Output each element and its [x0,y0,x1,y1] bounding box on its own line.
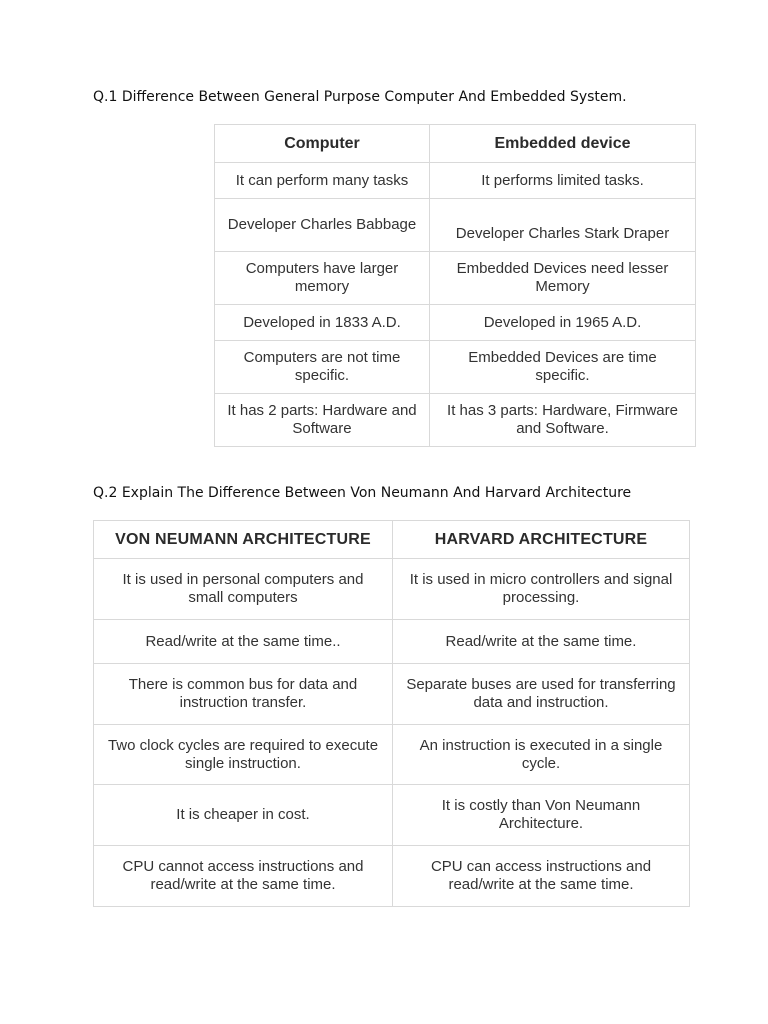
column-header-harvard: HARVARD ARCHITECTURE [393,521,690,559]
question-2-heading: Q.2 Explain The Difference Between Von Neumann And Harvard Architecture [93,485,632,501]
table-cell: It performs limited tasks. [430,163,696,199]
table-row [215,252,696,305]
column-header-computer: Computer [215,125,430,163]
column-header-embedded-device: Embedded device [430,125,696,163]
table-row [215,394,696,447]
table-cell: CPU can access instructions and read/write at the same time. [393,846,690,907]
von-neumann-vs-harvard-table [93,520,690,907]
table-cell: Read/write at the same time.. [94,620,393,664]
table-cell: There is common bus for data and instruction transfer. [94,664,393,725]
column-header-von-neumann: VON NEUMANN ARCHITECTURE [94,521,393,559]
table-header-row [94,521,690,559]
table-cell: Embedded Devices need lesser Memory [430,252,696,305]
table-cell: It is used in micro controllers and signal processing. [393,559,690,620]
table-cell: It is costly than Von Neumann Architecture. [393,785,690,846]
table-cell: Two clock cycles are required to execute single instruction. [94,725,393,785]
table-row [94,785,690,846]
table-cell: Developed in 1965 A.D. [430,305,696,341]
table-cell: CPU cannot access instructions and read/write at the same time. [94,846,393,907]
table-row [94,846,690,907]
table-cell: An instruction is executed in a single cycle. [393,725,690,785]
table-cell: Developer Charles Stark Draper [430,199,696,252]
table-cell: Read/write at the same time. [393,620,690,664]
table-header-row [215,125,696,163]
table-cell: Developed in 1833 A.D. [215,305,430,341]
table-cell: Computers are not time specific. [215,341,430,394]
table-cell: It has 2 parts: Hardware and Software [215,394,430,447]
table-cell: Developer Charles Babbage [215,199,430,252]
table-cell: It can perform many tasks [215,163,430,199]
table-row [215,199,696,252]
table-cell: Separate buses are used for transferring data and instruction. [393,664,690,725]
table-cell: It has 3 parts: Hardware, Firmware and Software. [430,394,696,447]
table-row [94,559,690,620]
table-row [215,341,696,394]
table-row [94,664,690,725]
table-cell: Computers have larger memory [215,252,430,305]
table-row [215,163,696,199]
question-1-heading: Q.1 Difference Between General Purpose Computer And Embedded System. [93,89,627,105]
table-cell: It is cheaper in cost. [94,785,393,846]
table-cell: Embedded Devices are time specific. [430,341,696,394]
table-row [215,305,696,341]
computer-vs-embedded-table [214,124,696,447]
table-row [94,725,690,785]
table-row [94,620,690,664]
table-cell: It is used in personal computers and small computers [94,559,393,620]
